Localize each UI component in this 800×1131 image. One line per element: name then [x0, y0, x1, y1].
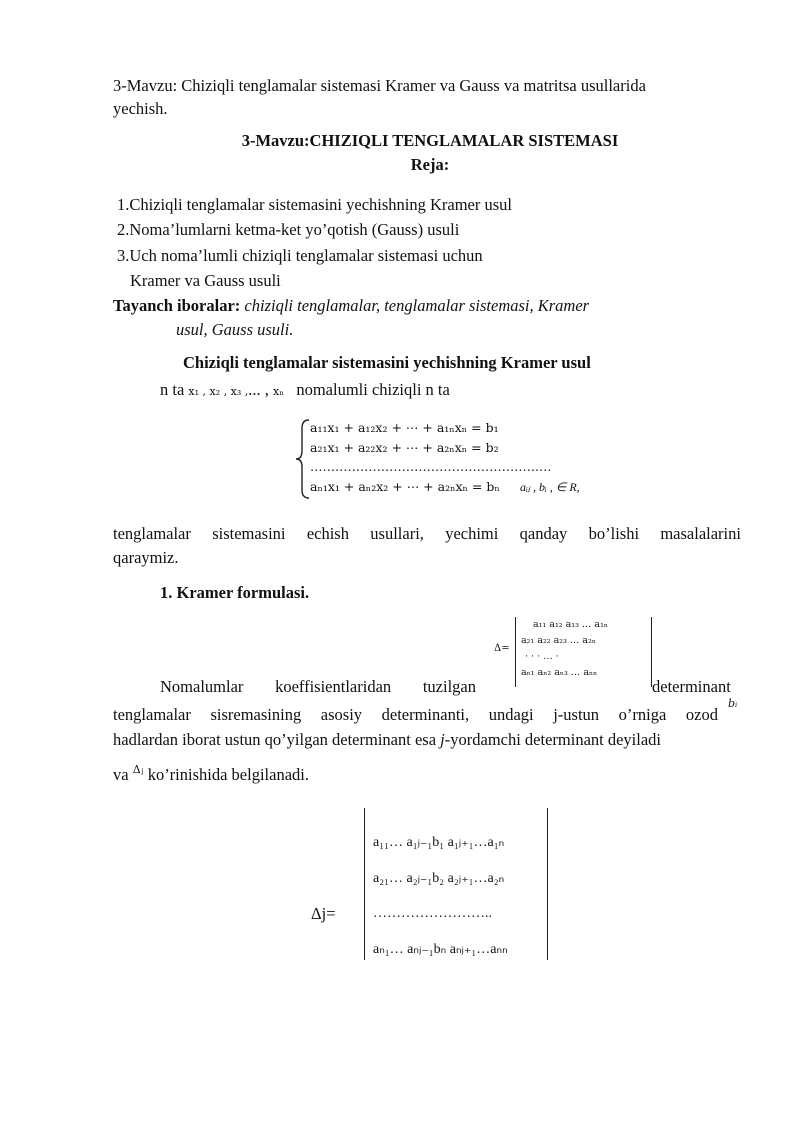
det-row-4: aₙ₁ aₙ₂ aₙ₃ … aₙₙ [521, 667, 598, 678]
word: tenglamalar [113, 705, 191, 724]
det-row-2: a₂₁ a₂₂ a₂₃ … a₂ₙ [521, 635, 597, 646]
equation-system [310, 418, 551, 496]
delta-j-row-1: a₁₁… a₁ⱼ₋₁b₁ a₁ⱼ₊₁…a₁ₙ [373, 835, 505, 850]
intro-variables: x₁ , x₂ , x₃ , [188, 385, 249, 398]
intro-dots: ... , [248, 380, 269, 399]
line-d-suffix: ko’rinishida belgilanadi. [147, 765, 309, 784]
word: tuzilgan [422, 677, 476, 696]
plan-item-4: Kramer va Gauss usuli [130, 271, 281, 290]
kramer-heading: 1. Kramer formulasi. [160, 583, 310, 602]
det-row-1: a₁₁ a₁₂ a₁₃ … a₁ₙ [533, 619, 609, 630]
doc-heading-line2: yechish. [113, 99, 168, 118]
paragraph-line-1 [113, 524, 741, 544]
keywords-line-2: usul, Gauss usuli. [176, 320, 294, 339]
word: bo’lishi [588, 524, 640, 543]
intro-suffix: nomalumli chiziqli n ta [296, 380, 450, 399]
word: Nomalumlar [160, 677, 244, 696]
word: sistemasini [212, 524, 286, 543]
kramer-line-a [160, 677, 476, 697]
delta-j-row-4: aₙ₁… aₙⱼ₋₁bₙ aₙⱼ₊₁…aₙₙ [373, 942, 508, 957]
word: asosiy [320, 705, 363, 724]
kramer-line-b [113, 705, 718, 725]
paragraph-line-2: qaraymiz. [113, 548, 179, 567]
plan-item-1: 1.Chiziqli tenglamalar sistemasini yechishning Kramer usul [117, 195, 513, 214]
doc-heading-line1: 3-Mavzu: Chiziqli tenglamalar sistemasi Kramer va Gauss va matritsa usullarida [113, 76, 646, 95]
delta-j-symbol: Δⱼ [132, 763, 144, 776]
line-c-part-1: hadlardan iborat ustun qo’yilgan determinant esa [113, 730, 437, 749]
word: yechimi [445, 524, 499, 543]
delta-label: Δ= [494, 643, 510, 654]
section-heading: Chiziqli tenglamalar sistemasini yechishning Kramer usul [183, 353, 591, 372]
main-determinant [515, 617, 652, 687]
equation-row-1: a₁₁x₁ + a₁₂x₂ + ⋯ + a₁ₙxₙ = b₁ [310, 420, 499, 435]
word: koeffisientlaridan [275, 677, 392, 696]
word: masalalarini [660, 524, 741, 543]
line-d-prefix: va [113, 765, 129, 784]
plan-item-2: 2.Noma’lumlarni ketma-ket yo’qotish (Gauss) usuli [117, 220, 460, 239]
keywords-label: Tayanch iboralar: [113, 296, 241, 315]
kramer-line-c [113, 730, 661, 750]
word: determinanti, [381, 705, 470, 724]
word: ozod [685, 705, 718, 724]
word: sisremasining [210, 705, 302, 724]
word: undagi [488, 705, 534, 724]
delta-j-label: Δj= [311, 904, 336, 923]
page-title: 3-Mavzu:CHIZIQLI TENGLAMALAR SISTEMASI [241, 131, 619, 150]
delta-j-row-2: a₂₁… a₂ⱼ₋₁b₂ a₂ⱼ₊₁…a₂ₙ [373, 871, 505, 886]
det-row-3: · · · … · [525, 651, 559, 662]
system-condition: aᵢⱼ , bᵢ , ∈ R, [520, 480, 580, 494]
word: j-ustun [553, 705, 600, 724]
delta-j-determinant [364, 808, 548, 960]
word: o’rniga [618, 705, 667, 724]
keywords-text: chiziqli tenglamalar, tenglamalar sistemasi, Kramer [244, 296, 590, 315]
word: qanday [519, 524, 568, 543]
intro-line [160, 380, 450, 400]
line-c-part-2: -yordamchi determinant deyiladi [444, 730, 662, 749]
word: tenglamalar [113, 524, 191, 543]
intro-last-variable: xₙ [272, 385, 284, 398]
plan-heading: Reja: [410, 155, 450, 174]
kramer-line-a-end: determinant [652, 677, 731, 696]
word: echish [306, 524, 349, 543]
keywords-line [113, 296, 589, 316]
b-i-symbol: bᵢ [728, 697, 738, 710]
kramer-line-d [113, 765, 309, 785]
equation-row-4: aₙ₁x₁ + aₙ₂x₂ + ⋯ + a₂ₙxₙ = bₙ [310, 478, 500, 494]
delta-j-row-3: …………………….. [373, 906, 492, 921]
word: usullari, [370, 524, 424, 543]
intro-prefix: n ta [160, 380, 185, 399]
plan-item-3: 3.Uch noma’lumli chiziqli tenglamalar sistemasi uchun [117, 246, 483, 265]
equation-row-3: ……………………………………………….… [310, 459, 552, 474]
line-c-j: j [440, 730, 445, 749]
equation-row-2: a₂₁x₁ + a₂₂x₂ + ⋯ + a₂ₙxₙ = b₂ [310, 439, 499, 455]
